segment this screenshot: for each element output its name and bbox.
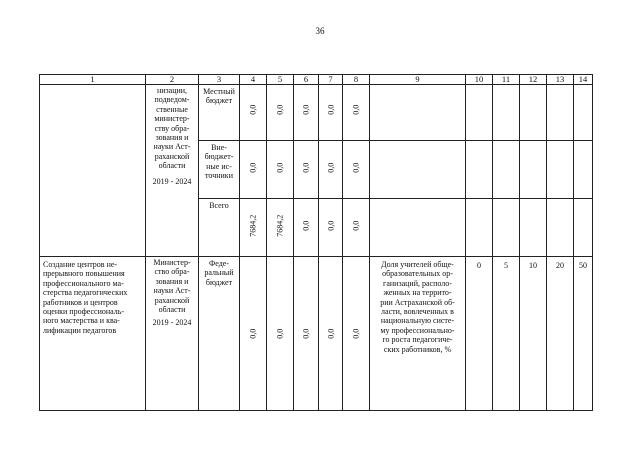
target-cell <box>520 141 547 199</box>
value-cell <box>267 199 294 257</box>
value-text: 0,0 <box>351 220 361 231</box>
target-cell <box>547 85 574 141</box>
indicator-line: му профессионально- <box>380 325 455 335</box>
value-cell <box>343 85 370 141</box>
value-cell <box>267 85 294 141</box>
value-cell <box>240 85 267 141</box>
indicator-line: женных на террито- <box>383 288 452 298</box>
value-text: 0,0 <box>325 328 335 339</box>
value-cell <box>267 141 294 199</box>
target-cell <box>466 199 493 257</box>
executor-line: ству обра- <box>154 123 190 133</box>
value-text: 0,0 <box>325 220 335 231</box>
value-cell <box>240 141 267 199</box>
source-line: ные ис- <box>206 161 232 171</box>
col-header: 3 <box>199 75 240 85</box>
value-cell <box>294 199 319 257</box>
executor-line: ство обра- <box>154 267 190 277</box>
executor-line: зования и <box>155 276 189 286</box>
value-cell <box>294 141 319 199</box>
indicator-line: национальную систе- <box>380 316 455 326</box>
activity-name-line: ного мастерства и ква- <box>43 316 120 326</box>
column-number-row <box>40 75 593 85</box>
col-header: 10 <box>466 75 493 85</box>
executor-line: подведом- <box>154 95 190 105</box>
executor-cell <box>146 85 199 257</box>
indicator-line: ских работников, % <box>383 344 452 354</box>
value-text: 0,0 <box>248 162 258 173</box>
target-cell <box>466 85 493 141</box>
activity-name-line: оценки профессиональ- <box>43 307 125 317</box>
target-cell <box>493 85 520 141</box>
value-cell <box>343 141 370 199</box>
col-header: 8 <box>343 75 370 85</box>
indicator-line: рии Астраханской об- <box>380 297 455 307</box>
value-cell <box>343 199 370 257</box>
col-header: 1 <box>40 75 146 85</box>
value-text: 0,0 <box>248 104 258 115</box>
value-text: 0,0 <box>301 328 311 339</box>
col-header: 4 <box>240 75 267 85</box>
indicator-line: образовательных ор- <box>382 269 453 279</box>
value-cell <box>240 257 267 411</box>
col-header: 11 <box>493 75 520 85</box>
col-header: 13 <box>547 75 574 85</box>
target-value: 10 <box>520 257 547 411</box>
value-text: 0,0 <box>351 162 361 173</box>
value-cell <box>294 85 319 141</box>
target-cell <box>574 141 593 199</box>
indicator-cell <box>370 257 466 411</box>
value-text: 0,0 <box>275 328 285 339</box>
target-value: 50 <box>574 257 593 411</box>
col-header: 6 <box>294 75 319 85</box>
executor-line: министер- <box>154 114 190 124</box>
value-text: 7684,2 <box>248 214 258 237</box>
indicator-cell <box>370 85 466 141</box>
funding-source <box>199 85 240 141</box>
col-header: 5 <box>267 75 294 85</box>
source-line: точники <box>205 171 233 181</box>
value-text: 0,0 <box>301 104 311 115</box>
source-line: Всего <box>209 201 229 210</box>
value-cell <box>240 199 267 257</box>
target-cell <box>520 199 547 257</box>
executor-line: области <box>158 305 186 315</box>
value-text: 0,0 <box>325 104 335 115</box>
page-number: 36 <box>315 26 325 36</box>
target-cell <box>493 141 520 199</box>
value-cell <box>294 257 319 411</box>
indicator-line: Доля учителей обще- <box>381 260 454 269</box>
source-line: бюджет <box>205 96 233 106</box>
activity-name-line: Создание центров не- <box>43 260 118 269</box>
activity-name-line: профессионального ма- <box>43 278 124 288</box>
program-table <box>39 74 593 411</box>
indicator-cell <box>370 141 466 199</box>
value-cell <box>267 257 294 411</box>
target-cell <box>466 141 493 199</box>
funding-source <box>199 257 240 411</box>
source-line: Феде- <box>208 259 230 268</box>
target-value: 0 <box>466 257 493 411</box>
activity-name-line: прерывного повышения <box>43 269 125 279</box>
executor-line: Министер- <box>153 258 191 267</box>
value-cell <box>319 199 343 257</box>
activity-name-line: стерства педагогических <box>43 288 128 298</box>
value-cell <box>319 257 343 411</box>
source-line: Вне- <box>211 143 227 152</box>
funding-source <box>199 199 240 257</box>
value-text: 0,0 <box>275 104 285 115</box>
col-header: 14 <box>574 75 593 85</box>
value-text: 0,0 <box>248 328 258 339</box>
indicator-line: ласти, вовлеченных в <box>381 307 454 317</box>
executor-line: раханской <box>154 151 190 161</box>
indicator-cell <box>370 199 466 257</box>
executor-line: раханской <box>154 295 190 305</box>
activity-name-line: работников и центров <box>43 297 118 307</box>
activity-row <box>40 257 593 411</box>
target-cell <box>547 141 574 199</box>
target-value: 20 <box>547 257 574 411</box>
executor-line: зования и <box>155 133 189 143</box>
target-cell <box>493 199 520 257</box>
activity-name-line: лификации педагогов <box>43 325 117 335</box>
years: 2019 - 2024 <box>152 318 192 328</box>
indicator-line: го роста педагогиче- <box>382 335 453 345</box>
col-header: 12 <box>520 75 547 85</box>
value-text: 0,0 <box>301 162 311 173</box>
target-cell <box>520 85 547 141</box>
col-header: 7 <box>319 75 343 85</box>
activity-name-cell <box>40 85 146 257</box>
col-header: 9 <box>370 75 466 85</box>
executor-line: ственные <box>156 104 188 114</box>
source-line: бюджет- <box>204 152 234 162</box>
funding-source <box>199 141 240 199</box>
value-cell <box>319 141 343 199</box>
col-header: 2 <box>146 75 199 85</box>
value-text: 0,0 <box>351 328 361 339</box>
value-cell <box>343 257 370 411</box>
activity-name-cell <box>40 257 146 411</box>
target-value: 5 <box>493 257 520 411</box>
value-text: 0,0 <box>325 162 335 173</box>
target-cell <box>547 199 574 257</box>
executor-line: науки Аст- <box>153 286 191 296</box>
executor-line: области <box>158 161 186 171</box>
years: 2019 - 2024 <box>152 176 192 186</box>
target-cell <box>574 85 593 141</box>
source-line: Местный <box>203 87 235 96</box>
value-text: 0,0 <box>301 220 311 231</box>
source-line: ральный <box>204 268 234 278</box>
value-text: 7684,2 <box>275 214 285 237</box>
target-cell <box>574 199 593 257</box>
executor-cell <box>146 257 199 411</box>
executor-line: низации, <box>156 86 188 95</box>
value-text: 0,0 <box>275 162 285 173</box>
value-cell <box>319 85 343 141</box>
source-line: бюджет <box>205 277 233 287</box>
funding-row-local <box>40 85 593 141</box>
executor-line: науки Аст- <box>153 142 191 152</box>
indicator-line: ганизаций, располо- <box>383 278 452 288</box>
value-text: 0,0 <box>351 104 361 115</box>
